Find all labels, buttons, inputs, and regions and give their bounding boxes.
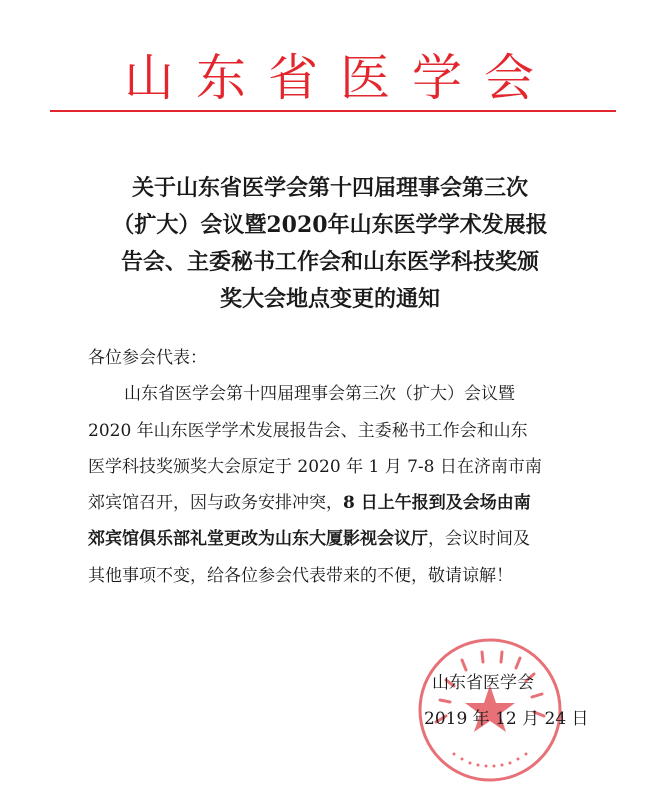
body-text: ，会议时间及 [428, 529, 530, 550]
signature-date: 2019 年 12 月 24 日 [424, 709, 589, 729]
document-body [88, 340, 588, 594]
body-line [88, 521, 588, 557]
body-line: 其他事项不变，给各位参会代表带来的不便，敬请谅解！ [88, 565, 513, 586]
title-line: 告会、主委秘书工作会和山东医学科技奖颁 [120, 249, 539, 275]
document-title [70, 170, 590, 318]
body-line: 医学科技奖颁奖大会原定于 2020 年 1 月 7-8 日在济南市南 [88, 456, 542, 477]
letterhead-org-name: 山东省医学会 [124, 49, 556, 107]
body-bold-text: 8 日上午报到及会场由南 [343, 493, 531, 514]
title-line: （扩大）会议暨2020年山东医学学术发展报 [112, 212, 548, 238]
title-line: 关于山东省医学会第十四届理事会第三次 [131, 175, 528, 201]
body-line: 山东省医学会第十四届理事会第三次（扩大）会议暨 [124, 384, 515, 405]
title-line: 奖大会地点变更的通知 [219, 286, 440, 312]
body-text: 郊宾馆召开，因与政务安排冲突， [88, 493, 343, 514]
signature-org: 山东省医学会 [432, 673, 534, 693]
body-line [88, 485, 588, 521]
seal-code-dots [453, 753, 528, 768]
body-bold-text: 郊宾馆俱乐部礼堂更改为山东大厦影视会议厅 [88, 529, 428, 550]
salutation: 各位参会代表： [88, 348, 207, 368]
body-line: 2020 年山东医学学术发展报告会、主委秘书工作会和山东 [88, 420, 528, 441]
letterhead-divider [50, 110, 616, 112]
